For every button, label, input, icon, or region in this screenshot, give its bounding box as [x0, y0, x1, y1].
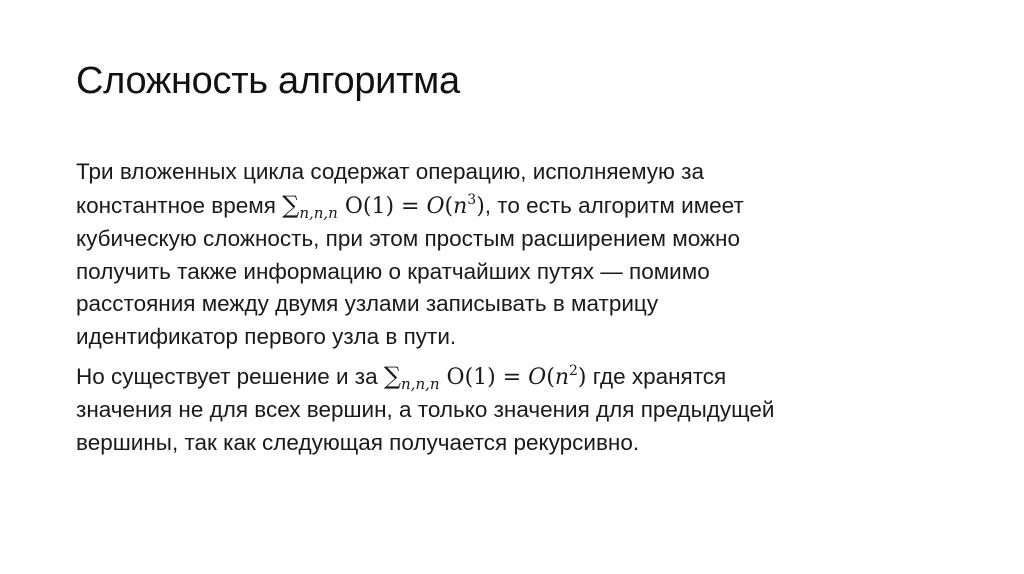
big-o-symbol: O — [528, 364, 547, 390]
big-o-variable: n — [453, 193, 468, 219]
paragraph-1-line-3: кубическую сложность, при этом простым расширением можно — [76, 226, 740, 252]
big-o-exponent: 3 — [467, 191, 477, 208]
big-o-close-paren: ) — [577, 364, 587, 390]
cubic-complexity-formula — [282, 190, 485, 222]
paragraph-2-line-1-text-before: Но существует решение и за — [76, 363, 384, 389]
sum-subscript: n,n,n — [401, 374, 440, 393]
sum-symbol: ∑ — [282, 190, 300, 219]
slide-title: Сложность алгоритма — [76, 60, 460, 102]
big-o-symbol: O — [426, 193, 445, 219]
paragraph-2-line-1-text-after: где хранятся — [586, 363, 727, 389]
quadratic-complexity-formula — [383, 361, 587, 393]
constant-op-term: O(1) = — [337, 193, 427, 219]
paragraph-2 — [76, 360, 956, 460]
big-o-open-paren: ( — [546, 364, 555, 390]
paragraph-1-line-5: расстояния между двумя узлами записывать в матрицу — [76, 291, 659, 317]
paragraph-2-line-2: значения не для всех вершин, а только значения для предыдущей — [76, 397, 775, 423]
paragraph-1-line-4: получить также информацию о кратчайших путях — помимо — [76, 258, 710, 284]
big-o-open-paren: ( — [444, 193, 454, 219]
paragraph-1-line-2-text-after: , то есть алгоритм имеет — [484, 192, 744, 218]
paragraph-1-line-2 — [76, 189, 956, 224]
paragraph-2-line-3: вершины, так как следующая получается рекурсивно. — [76, 429, 640, 455]
paragraph-1-line-6: идентификатор первого узла в пути. — [76, 323, 457, 349]
sum-subscript: n,n,n — [299, 203, 338, 222]
paragraph-1-line-2-text-before: константное время — [76, 192, 283, 218]
big-o-close-paren: ) — [476, 193, 485, 219]
paragraph-1-line-1: Три вложенных цикла содержат операцию, исполняемую за — [76, 159, 705, 184]
constant-op-term: O(1) = — [439, 364, 529, 390]
slide-body — [76, 156, 956, 459]
paragraph-2-line-1 — [76, 360, 956, 395]
paragraph-1 — [76, 156, 956, 354]
big-o-variable: n — [554, 364, 569, 390]
big-o-exponent: 2 — [568, 362, 578, 379]
sum-symbol: ∑ — [383, 361, 402, 390]
